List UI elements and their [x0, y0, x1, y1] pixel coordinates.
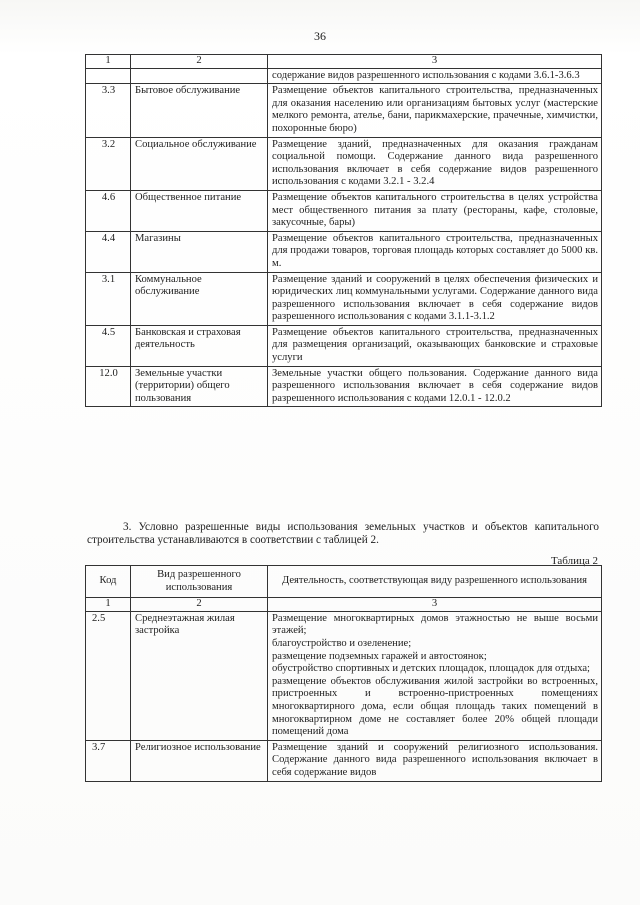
table1-col-1: 1 — [86, 55, 131, 69]
table-row — [86, 272, 602, 325]
paragraph-3: 3. Условно разрешенные виды использования земельных участков и объектов капитального строительства устанавливаются в соответствии с таблицей 2. — [87, 521, 599, 547]
row-description: содержание видов разрешенного использования с кодами 3.6.1-3.6.3 — [268, 68, 602, 84]
table-row — [86, 366, 602, 407]
table2-num-2: 2 — [131, 598, 268, 612]
row-code: 4.6 — [86, 190, 131, 231]
row-name: Религиозное использование — [131, 740, 268, 781]
row-name: Среднеэтажная жилая застройка — [131, 611, 268, 740]
table2-head-row — [86, 566, 602, 598]
table-row — [86, 137, 602, 190]
table2-head-type: Вид разрешенного использования — [131, 566, 268, 598]
row-description: Размещение объектов капитального строительства, предназначенных для размещения организаций, оказывающих банковские и страховые услуги — [268, 325, 602, 366]
row-code: 2.5 — [86, 611, 131, 740]
description-line: размещение подземных гаражей и автостоянок; — [272, 650, 487, 662]
row-name: Магазины — [131, 231, 268, 272]
row-description: Размещение объектов капитального строительства, предназначенных для оказания населению или организациям бытовых услуг (мастерские мелкого ремонта, ателье, бани, парикмахерские, прачечные, химчистки, похоронные бюро) — [268, 84, 602, 137]
row-name: Общественное питание — [131, 190, 268, 231]
table1-header-row — [86, 55, 602, 69]
row-description: Размещение зданий и сооружений в целях обеспечения физических и юридических лиц коммунальными услугами. Содержание данного вида разрешенного использования включает в себя содержание видов разрешенного использования с кодами 3.1.1-3.1.2 — [268, 272, 602, 325]
table2-head-activity: Деятельность, соответствующая виду разрешенного использования — [268, 566, 602, 598]
row-code: 4.4 — [86, 231, 131, 272]
table-row — [86, 84, 602, 137]
row-name: Земельные участки (территории) общего пользования — [131, 366, 268, 407]
row-description: Размещение зданий, предназначенных для оказания гражданам социальной помощи. Содержание данного вида разрешенного использования включает в себя содержание видов разрешенного использования с кодами 3.2.1 - 3.2.4 — [268, 137, 602, 190]
row-code: 3.1 — [86, 272, 131, 325]
row-code — [86, 68, 131, 84]
table-row — [86, 68, 602, 84]
row-description: Земельные участки общего пользования. Содержание данного вида разрешенного использования включает в себя содержание видов разрешенного использования с кодами 12.0.1 - 12.0.2 — [268, 366, 602, 407]
table-row — [86, 611, 602, 740]
land-use-table-1 — [85, 54, 602, 407]
description-line: обустройство спортивных и детских площадок, площадок для отдыха; — [272, 663, 590, 675]
table-row — [86, 740, 602, 781]
row-description: Размещение объектов капитального строительства в целях устройства мест общественного питания за плату (рестораны, кафе, столовые, закусочные, бары) — [268, 190, 602, 231]
description-line: Размещение зданий и сооружений религиозного использования. Содержание данного вида разрешенного использования включает в себя содержание видов — [272, 741, 598, 778]
table-row — [86, 325, 602, 366]
row-name: Бытовое обслуживание — [131, 84, 268, 137]
row-name: Социальное обслуживание — [131, 137, 268, 190]
description-line: размещение объектов обслуживания жилой застройки во встроенных, пристроенных и встроенно-пристроенных помещениях многоквартирного дома, если общая площадь таких помещений в многоквартирном доме не составляет более 20% общей площади помещений дома — [272, 675, 598, 738]
table-row — [86, 231, 602, 272]
table2-caption: Таблица 2 — [550, 555, 598, 567]
row-name: Банковская и страховая деятельность — [131, 325, 268, 366]
row-description — [268, 611, 602, 740]
table1-col-2: 2 — [131, 55, 268, 69]
row-description: Размещение объектов капитального строительства, предназначенных для продажи товаров, торговая площадь которых составляет до 5000 кв. м. — [268, 231, 602, 272]
description-line: благоустройство и озеленение; — [272, 637, 412, 649]
row-name — [131, 68, 268, 84]
table2-num-3: 3 — [268, 598, 602, 612]
table1-body — [86, 55, 602, 407]
row-code: 3.3 — [86, 84, 131, 137]
table2-body — [86, 566, 602, 782]
row-name: Коммунальное обслуживание — [131, 272, 268, 325]
description-line: Размещение многоквартирных домов этажностью не выше восьми этажей; — [272, 612, 598, 637]
land-use-table-2 — [85, 565, 602, 782]
table2-number-row — [86, 598, 602, 612]
row-description — [268, 740, 602, 781]
table-row — [86, 190, 602, 231]
row-code: 12.0 — [86, 366, 131, 407]
row-code: 3.2 — [86, 137, 131, 190]
table1-col-3: 3 — [268, 55, 602, 69]
table2-num-1: 1 — [86, 598, 131, 612]
row-code: 3.7 — [86, 740, 131, 781]
row-code: 4.5 — [86, 325, 131, 366]
table2-head-code: Код — [86, 566, 131, 598]
page-number: 36 — [314, 29, 326, 43]
